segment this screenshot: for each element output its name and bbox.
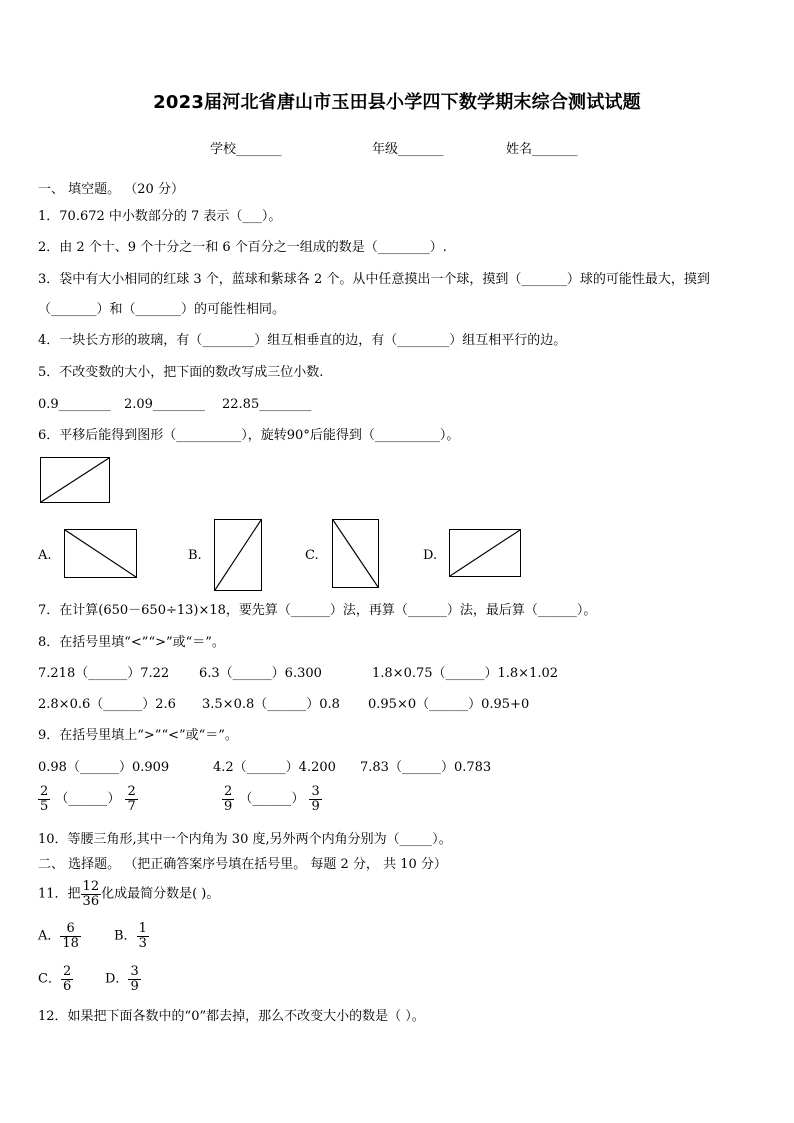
q8-row2-item2: 3.5×0.8（______）0.8 bbox=[202, 697, 340, 712]
q11-option-b: B． $\frac{1}{3}$ bbox=[114, 921, 147, 951]
section-1-heading: 一、 填空题。 （20 分） bbox=[38, 182, 184, 197]
fraction: $\frac{2}{9}$ bbox=[224, 784, 233, 814]
question-5: 5．不改变数的大小，把下面的数改写成三位小数. bbox=[38, 365, 324, 380]
school-field: 学校_______ bbox=[210, 142, 282, 157]
q8-row1-item3: 1.8×0.75（______）1.8×1.02 bbox=[372, 666, 559, 681]
question-2: 2．由 2 个十、9 个十分之一和 6 个百分之一组成的数是（________）. bbox=[38, 240, 447, 255]
question-3-line-1: 3．袋中有大小相同的红球 3 个，蓝球和紫球各 2 个。从中任意摸出一个球，摸到（_______）球的可能性最大，摸到 bbox=[38, 272, 710, 287]
q5-item-1: 0.9________ bbox=[38, 397, 111, 412]
q9-fraction-compare-1: $\frac{2}{5}$ （______） $\frac{2}{7}$ bbox=[40, 784, 136, 814]
fraction: $\frac{6}{18}$ bbox=[62, 921, 79, 951]
question-3-line-2: （_______）和（_______）的可能性相同。 bbox=[38, 302, 286, 317]
q9-row1-item3: 7.83（______）0.783 bbox=[360, 760, 492, 775]
q6-option-b-figure bbox=[214, 519, 262, 591]
q6-option-d-label: D. bbox=[423, 548, 438, 563]
page-title: 2023届河北省唐山市玉田县小学四下数学期末综合测试试题 bbox=[153, 92, 641, 113]
q11-option-c: C． $\frac{2}{6}$ bbox=[38, 964, 72, 994]
q9-fraction-compare-2: $\frac{2}{9}$ （______） $\frac{3}{9}$ bbox=[224, 784, 320, 814]
grade-field: 年级_______ bbox=[372, 142, 444, 157]
fraction: $\frac{2}{5}$ bbox=[40, 784, 49, 814]
section-2-heading: 二、 选择题。 （把正确答案序号填在括号里。 每题 2 分， 共 10 分） bbox=[38, 857, 447, 872]
q8-row2-item1: 2.8×0.6（______）2.6 bbox=[38, 697, 176, 712]
q6-option-a-figure bbox=[64, 529, 137, 578]
question-12: 12．如果把下面各数中的“0”都去掉，那么不改变大小的数是（ ）。 bbox=[38, 1009, 425, 1024]
question-4: 4．一块长方形的玻璃，有（________）组互相垂直的边，有（________）组互相平行的边。 bbox=[38, 333, 567, 348]
question-10: 10．等腰三角形,其中一个内角为 30 度,另外两个内角分别为（_____）。 bbox=[38, 832, 452, 847]
q9-row1-item2: 4.2（______）4.200 bbox=[213, 760, 336, 775]
q8-row2-item3: 0.95×0（______）0.95+0 bbox=[368, 697, 530, 712]
q6-option-c-figure bbox=[332, 519, 379, 588]
question-8: 8．在括号里填“<”“>”或“＝”。 bbox=[38, 635, 225, 650]
question-1: 1．70.672 中小数部分的 7 表示（___）。 bbox=[38, 209, 282, 224]
question-6: 6．平移后能得到图形（__________），旋转90°后能得到（__________）。 bbox=[38, 428, 460, 443]
fraction: $\frac{2}{7}$ bbox=[127, 784, 136, 814]
q6-option-a-label: A. bbox=[38, 548, 52, 563]
fraction: $\frac{3}{9}$ bbox=[311, 784, 320, 814]
q8-row1-item2: 6.3（______）6.300 bbox=[199, 666, 322, 681]
q5-item-2: 2.09________ bbox=[124, 397, 205, 412]
fraction: $\frac{3}{9}$ bbox=[130, 964, 139, 994]
q9-row1-item1: 0.98（______）0.909 bbox=[38, 760, 170, 775]
q5-item-3: 22.85________ bbox=[222, 397, 312, 412]
fraction: $\frac{12}{36}$ bbox=[82, 879, 100, 909]
q6-option-d-figure bbox=[449, 529, 521, 577]
question-7: 7．在计算(650－650÷13)×18，要先算（______）法，再算（______）法，最后算（______）。 bbox=[38, 603, 597, 618]
q6-option-b-label: B. bbox=[188, 548, 202, 563]
fraction: $\frac{2}{6}$ bbox=[62, 964, 72, 994]
fraction: $\frac{1}{3}$ bbox=[138, 921, 147, 951]
name-field: 姓名_______ bbox=[506, 142, 578, 157]
q11-option-a: A． $\frac{6}{18}$ bbox=[38, 921, 79, 951]
q6-option-c-label: C. bbox=[305, 548, 319, 563]
question-11: 11．把 $\frac{12}{36}$ 化成最简分数是( )。 bbox=[38, 879, 220, 909]
q11-option-d: D． $\frac{3}{9}$ bbox=[105, 964, 139, 994]
q6-original-figure bbox=[40, 457, 110, 503]
q8-row1-item1: 7.218（______）7.22 bbox=[38, 666, 170, 681]
question-9: 9．在括号里填上“>”“<”或“＝”。 bbox=[38, 728, 238, 743]
